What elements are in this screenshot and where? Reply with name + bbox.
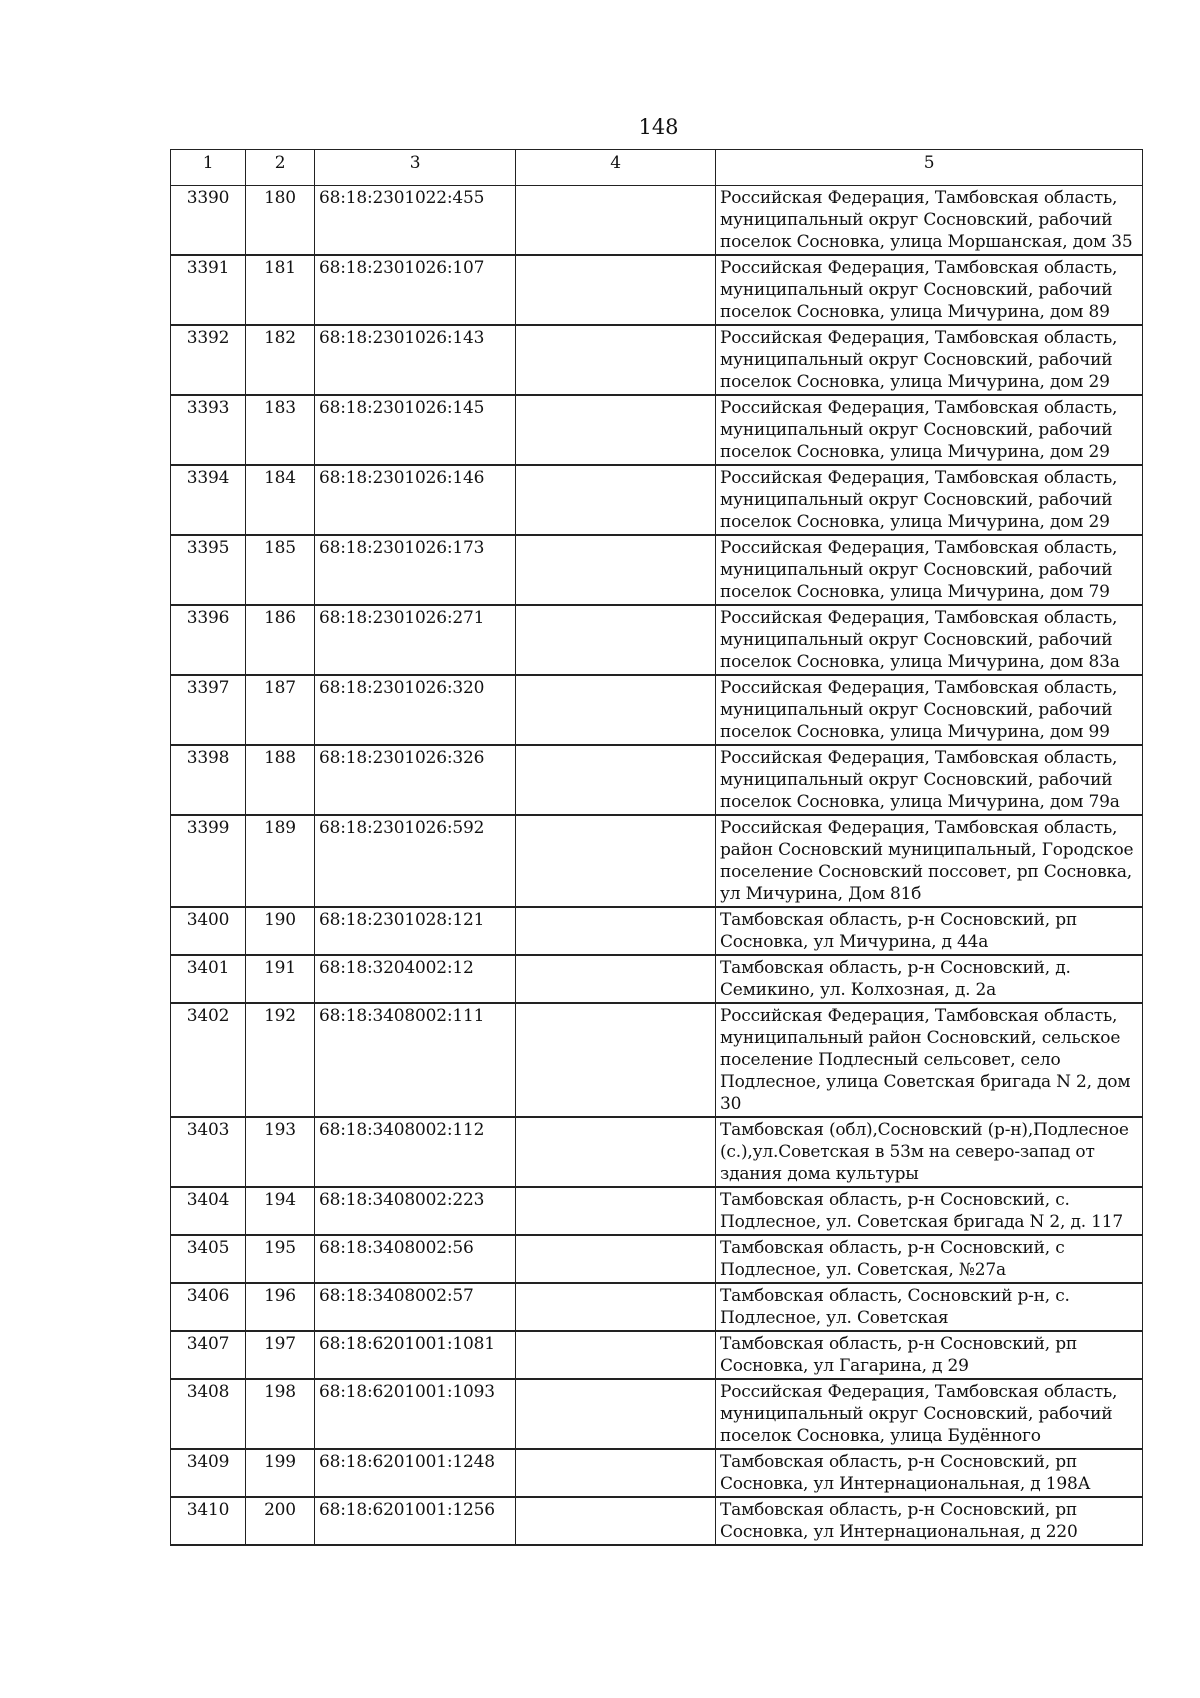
table-row — [171, 1283, 1143, 1331]
table-row — [171, 815, 1143, 907]
table-row — [171, 605, 1143, 675]
address-cell: Российская Федерация, Тамбовская область, муниципальный округ Сосновский, рабочий поселок Сосновка, улица Мичурина, дом 79 — [716, 535, 1143, 605]
row-index-cell: 197 — [246, 1331, 315, 1379]
address-cell: Российская Федерация, Тамбовская область, муниципальный округ Сосновский, рабочий поселок Сосновка, улица Мичурина, дом 89 — [716, 255, 1143, 325]
row-index-cell: 181 — [246, 255, 315, 325]
row-number-cell: 3399 — [171, 815, 246, 907]
address-cell: Тамбовская область, р-н Сосновский, рп Сосновка, ул Интернациональная, д 198А — [716, 1449, 1143, 1497]
row-index-cell: 185 — [246, 535, 315, 605]
cadastral-number-cell: 68:18:2301026:146 — [315, 465, 516, 535]
cadastral-number-cell: 68:18:3408002:57 — [315, 1283, 516, 1331]
cadastral-number-cell: 68:18:2301026:271 — [315, 605, 516, 675]
row-number-cell: 3391 — [171, 255, 246, 325]
cadastral-number-cell: 68:18:3408002:112 — [315, 1117, 516, 1187]
table-row — [171, 1003, 1143, 1117]
table-row — [171, 955, 1143, 1003]
row-number-cell: 3400 — [171, 907, 246, 955]
header-col-4: 4 — [516, 150, 716, 186]
table-header — [171, 150, 1143, 186]
row-number-cell: 3398 — [171, 745, 246, 815]
address-cell: Российская Федерация, Тамбовская область, муниципальный округ Сосновский, рабочий поселок Сосновка, улица Моршанская, дом 35 — [716, 186, 1143, 256]
cadastral-number-cell: 68:18:3408002:223 — [315, 1187, 516, 1235]
table-row — [171, 1187, 1143, 1235]
table-row — [171, 1449, 1143, 1497]
cadastral-number-cell: 68:18:3204002:12 — [315, 955, 516, 1003]
column-4-cell — [516, 745, 716, 815]
address-cell: Тамбовская область, Сосновский р-н, с. Подлесное, ул. Советская — [716, 1283, 1143, 1331]
table-row — [171, 395, 1143, 465]
cadastral-number-cell: 68:18:2301026:143 — [315, 325, 516, 395]
row-number-cell: 3396 — [171, 605, 246, 675]
cadastral-number-cell: 68:18:2301022:455 — [315, 186, 516, 256]
row-index-cell: 192 — [246, 1003, 315, 1117]
column-4-cell — [516, 1497, 716, 1545]
row-index-cell: 183 — [246, 395, 315, 465]
row-index-cell: 191 — [246, 955, 315, 1003]
row-index-cell: 186 — [246, 605, 315, 675]
cadastral-number-cell: 68:18:2301028:121 — [315, 907, 516, 955]
cadastral-number-cell: 68:18:2301026:592 — [315, 815, 516, 907]
row-number-cell: 3390 — [171, 186, 246, 256]
header-row — [171, 150, 1143, 186]
address-cell: Тамбовская область, р-н Сосновский, с Подлесное, ул. Советская, №27а — [716, 1235, 1143, 1283]
cadastral-number-cell: 68:18:2301026:326 — [315, 745, 516, 815]
column-4-cell — [516, 815, 716, 907]
cadastral-number-cell: 68:18:2301026:173 — [315, 535, 516, 605]
address-cell: Тамбовская (обл),Сосновский (р-н),Подлесное (с.),ул.Советская в 53м на северо-запад от здания дома культуры — [716, 1117, 1143, 1187]
row-number-cell: 3405 — [171, 1235, 246, 1283]
address-cell: Тамбовская область, р-н Сосновский, д. Семикино, ул. Колхозная, д. 2а — [716, 955, 1143, 1003]
row-index-cell: 190 — [246, 907, 315, 955]
column-4-cell — [516, 675, 716, 745]
row-number-cell: 3408 — [171, 1379, 246, 1449]
row-index-cell: 198 — [246, 1379, 315, 1449]
column-4-cell — [516, 1003, 716, 1117]
row-index-cell: 195 — [246, 1235, 315, 1283]
column-4-cell — [516, 535, 716, 605]
row-number-cell: 3402 — [171, 1003, 246, 1117]
address-cell: Российская Федерация, Тамбовская область, муниципальный округ Сосновский, рабочий поселок Сосновка, улица Будённого — [716, 1379, 1143, 1449]
column-4-cell — [516, 1379, 716, 1449]
row-index-cell: 193 — [246, 1117, 315, 1187]
table-row — [171, 1379, 1143, 1449]
row-number-cell: 3406 — [171, 1283, 246, 1331]
column-4-cell — [516, 605, 716, 675]
header-col-3: 3 — [315, 150, 516, 186]
cadastral-number-cell: 68:18:2301026:145 — [315, 395, 516, 465]
column-4-cell — [516, 186, 716, 256]
column-4-cell — [516, 1449, 716, 1497]
cadastral-number-cell: 68:18:6201001:1256 — [315, 1497, 516, 1545]
address-cell: Российская Федерация, Тамбовская область, район Сосновский муниципальный, Городское поселение Сосновский поссовет, рп Сосновка, ул Мичурина, Дом 81б — [716, 815, 1143, 907]
header-col-5: 5 — [716, 150, 1143, 186]
registry-table — [170, 149, 1143, 1546]
row-number-cell: 3403 — [171, 1117, 246, 1187]
cadastral-number-cell: 68:18:3408002:111 — [315, 1003, 516, 1117]
row-index-cell: 188 — [246, 745, 315, 815]
cadastral-number-cell: 68:18:6201001:1093 — [315, 1379, 516, 1449]
table-row — [171, 255, 1143, 325]
table-row — [171, 325, 1143, 395]
row-index-cell: 200 — [246, 1497, 315, 1545]
table-row — [171, 1497, 1143, 1545]
column-4-cell — [516, 1331, 716, 1379]
address-cell: Российская Федерация, Тамбовская область, муниципальный округ Сосновский, рабочий поселок Сосновка, улица Мичурина, дом 83а — [716, 605, 1143, 675]
column-4-cell — [516, 1187, 716, 1235]
cadastral-number-cell: 68:18:6201001:1081 — [315, 1331, 516, 1379]
row-number-cell: 3404 — [171, 1187, 246, 1235]
row-number-cell: 3401 — [171, 955, 246, 1003]
address-cell: Российская Федерация, Тамбовская область, муниципальный округ Сосновский, рабочий поселок Сосновка, улица Мичурина, дом 29 — [716, 325, 1143, 395]
address-cell: Тамбовская область, р-н Сосновский, с. Подлесное, ул. Советская бригада N 2, д. 117 — [716, 1187, 1143, 1235]
column-4-cell — [516, 325, 716, 395]
header-col-1: 1 — [171, 150, 246, 186]
column-4-cell — [516, 955, 716, 1003]
address-cell: Российская Федерация, Тамбовская область, муниципальный округ Сосновский, рабочий поселок Сосновка, улица Мичурина, дом 79а — [716, 745, 1143, 815]
row-number-cell: 3397 — [171, 675, 246, 745]
table-row — [171, 535, 1143, 605]
row-index-cell: 196 — [246, 1283, 315, 1331]
row-number-cell: 3409 — [171, 1449, 246, 1497]
table-row — [171, 1331, 1143, 1379]
column-4-cell — [516, 1117, 716, 1187]
row-index-cell: 180 — [246, 186, 315, 256]
table-row — [171, 675, 1143, 745]
column-4-cell — [516, 907, 716, 955]
cadastral-number-cell: 68:18:3408002:56 — [315, 1235, 516, 1283]
column-4-cell — [516, 1283, 716, 1331]
table-row — [171, 1235, 1143, 1283]
column-4-cell — [516, 395, 716, 465]
row-index-cell: 199 — [246, 1449, 315, 1497]
table-body — [171, 186, 1143, 1546]
cadastral-number-cell: 68:18:6201001:1248 — [315, 1449, 516, 1497]
address-cell: Тамбовская область, р-н Сосновский, рп Сосновка, ул Интернациональная, д 220 — [716, 1497, 1143, 1545]
row-index-cell: 194 — [246, 1187, 315, 1235]
row-index-cell: 182 — [246, 325, 315, 395]
table-row — [171, 465, 1143, 535]
address-cell: Российская Федерация, Тамбовская область, муниципальный округ Сосновский, рабочий поселок Сосновка, улица Мичурина, дом 29 — [716, 395, 1143, 465]
table-row — [171, 907, 1143, 955]
cadastral-number-cell: 68:18:2301026:107 — [315, 255, 516, 325]
column-4-cell — [516, 255, 716, 325]
address-cell: Тамбовская область, р-н Сосновский, рп Сосновка, ул Мичурина, д 44а — [716, 907, 1143, 955]
page-number: 148 — [638, 115, 679, 139]
address-cell: Тамбовская область, р-н Сосновский, рп Сосновка, ул Гагарина, д 29 — [716, 1331, 1143, 1379]
row-number-cell: 3395 — [171, 535, 246, 605]
header-col-2: 2 — [246, 150, 315, 186]
cadastral-number-cell: 68:18:2301026:320 — [315, 675, 516, 745]
table-row — [171, 186, 1143, 256]
row-index-cell: 184 — [246, 465, 315, 535]
row-index-cell: 189 — [246, 815, 315, 907]
table-row — [171, 745, 1143, 815]
row-number-cell: 3407 — [171, 1331, 246, 1379]
row-number-cell: 3410 — [171, 1497, 246, 1545]
address-cell: Российская Федерация, Тамбовская область, муниципальный округ Сосновский, рабочий поселок Сосновка, улица Мичурина, дом 99 — [716, 675, 1143, 745]
row-number-cell: 3394 — [171, 465, 246, 535]
row-number-cell: 3392 — [171, 325, 246, 395]
row-number-cell: 3393 — [171, 395, 246, 465]
address-cell: Российская Федерация, Тамбовская область, муниципальный район Сосновский, сельское поселение Подлесный сельсовет, село Подлесное, улица Советская бригада N 2, дом 30 — [716, 1003, 1143, 1117]
column-4-cell — [516, 465, 716, 535]
table-row — [171, 1117, 1143, 1187]
row-index-cell: 187 — [246, 675, 315, 745]
column-4-cell — [516, 1235, 716, 1283]
address-cell: Российская Федерация, Тамбовская область, муниципальный округ Сосновский, рабочий поселок Сосновка, улица Мичурина, дом 29 — [716, 465, 1143, 535]
